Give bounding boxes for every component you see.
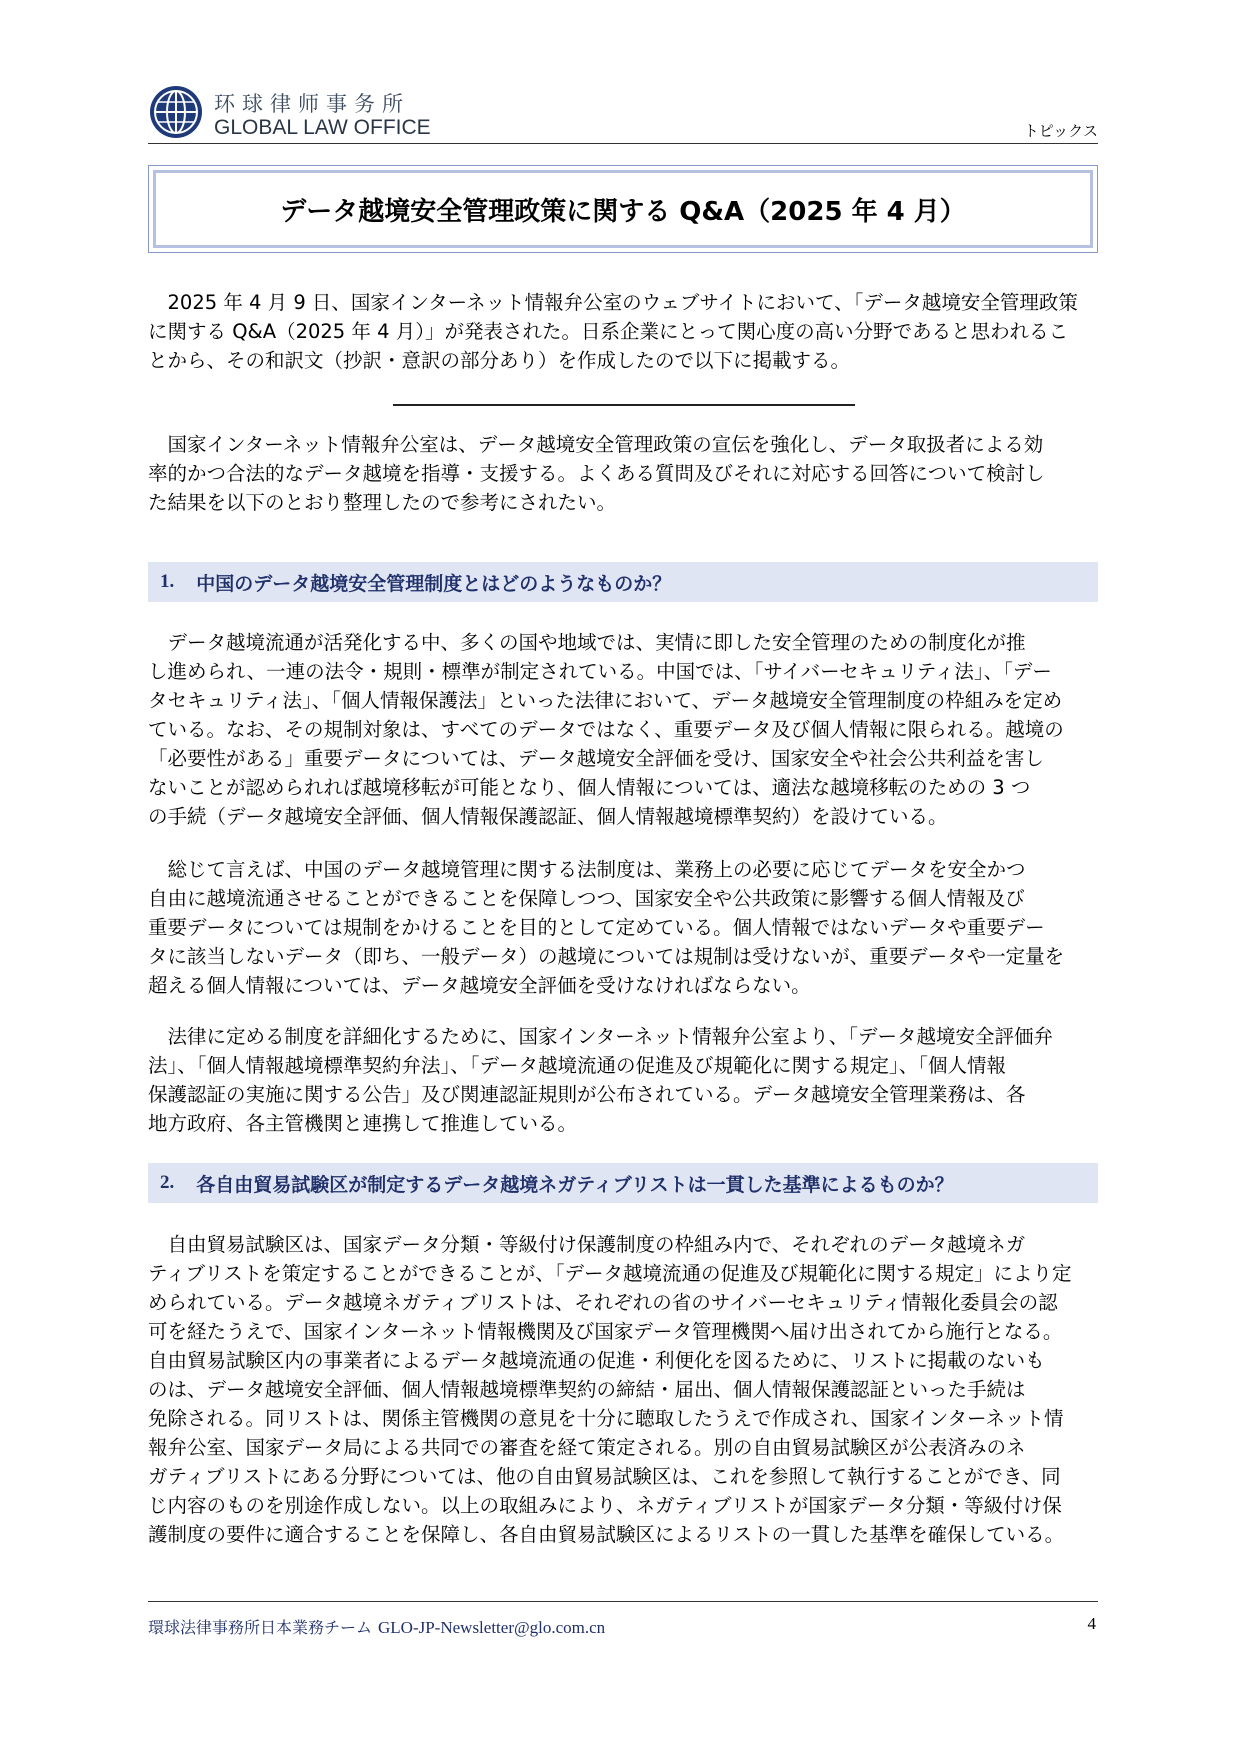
text-line: 重要データについては規制をかけることを目的として定めている。個人情報ではないデータや重要デー xyxy=(148,916,1045,939)
text-line: 「必要性がある」重要データについては、データ越境安全評価を受け、国家安全や社会公共利益を害し xyxy=(148,747,1044,770)
text-line: ティブリストを策定することができることが、「データ越境流通の促進及び規範化に関する規定」により定 xyxy=(148,1262,1072,1285)
answer-1-paragraph-2 xyxy=(148,855,1098,1000)
text-line: 法律に定める制度を詳細化するために、国家インターネット情報弁公室より、「データ越境安全評価弁 xyxy=(148,1025,1053,1048)
text-line: 総じて言えば、中国のデータ越境管理に関する法制度は、業務上の必要に応じてデータを安全かつ xyxy=(148,858,1026,881)
text-line: タに該当しないデータ（即ち、一般データ）の越境については規制は受けないが、重要データや一定量を xyxy=(148,945,1065,968)
text-line: タセキュリティ法」、「個人情報保護法」といった法律において、データ越境安全管理制度の枠組みを定め xyxy=(148,689,1063,712)
text-line: 率的かつ合法的なデータ越境を指導・支援する。よくある質問及びそれに対応する回答について検討し xyxy=(148,462,1045,485)
text-line: 超える個人情報については、データ越境安全評価を受けなければならない。 xyxy=(148,974,811,997)
question-heading-1 xyxy=(148,562,1098,602)
answer-2-paragraph-1 xyxy=(148,1230,1098,1549)
text-line: 地方政府、各主管機関と連携して推進している。 xyxy=(148,1112,578,1135)
text-line: じ内容のものを別途作成しない。以上の取組みにより、ネガティブリストが国家データ分類・等級付け保 xyxy=(148,1494,1062,1517)
page-number: 4 xyxy=(1087,1614,1096,1633)
footer-email[interactable]: GLO-JP-Newsletter@glo.com.cn xyxy=(378,1618,606,1637)
preface-paragraph xyxy=(148,430,1098,517)
text-line: 2025 年 4 月 9 日、国家インターネット情報弁公室のウェブサイトにおいて、「データ越境安全管理政策 xyxy=(148,291,1078,314)
text-line: ないことが認められれば越境移転が可能となり、個人情報については、適法な越境移転のための 3 つ xyxy=(148,776,1031,799)
footer-contact xyxy=(148,1615,605,1638)
text-line: データ越境流通が活発化する中、多くの国や地域では、実情に即した安全管理のための制度化が推 xyxy=(148,631,1026,654)
text-line: とから、その和訳文（抄訳・意訳の部分あり）を作成したので以下に掲載する。 xyxy=(148,349,851,372)
question-heading-2 xyxy=(148,1163,1098,1203)
footer-team-name: 環球法律事務所日本業務チーム xyxy=(148,1618,373,1637)
firm-name-english: GLOBAL LAW OFFICE xyxy=(214,116,431,139)
intro-paragraph xyxy=(148,288,1098,375)
text-line: 自由貿易試験区は、国家データ分類・等級付け保護制度の枠組み内で、それぞれのデータ越境ネガ xyxy=(148,1233,1026,1256)
text-line: 自由に越境流通させることができることを保障しつつ、国家安全や公共政策に影響する個人情報及び xyxy=(148,887,1025,910)
question-number: 1. xyxy=(160,571,175,592)
separator-dashes xyxy=(393,404,855,406)
text-line: ガティブリストにある分野については、他の自由貿易試験区は、これを参照して執行することができ、同 xyxy=(148,1465,1061,1488)
title-box xyxy=(148,165,1098,253)
page-header xyxy=(148,84,1098,144)
question-number: 2. xyxy=(160,1172,175,1193)
page-title: データ越境安全管理政策に関する Q&A（2025 年 4 月） xyxy=(280,196,966,227)
text-line: た結果を以下のとおり整理したので参考にされたい。 xyxy=(148,491,617,514)
text-line: 国家インターネット情報弁公室は、データ越境安全管理政策の宣伝を強化し、データ取扱者による効 xyxy=(148,433,1044,456)
answer-1-paragraph-1 xyxy=(148,628,1098,831)
text-line: 護制度の要件に適合することを保障し、各自由貿易試験区によるリストの一貫した基準を確保している。 xyxy=(148,1523,1065,1546)
header-divider xyxy=(148,143,1098,144)
text-line: 可を経たうえで、国家インターネット情報機関及び国家データ管理機関へ届け出されてから施行となる。 xyxy=(148,1320,1063,1343)
question-text: 各自由貿易試験区が制定するデータ越境ネガティブリストは一貫した基準によるものか？ xyxy=(196,1173,954,1196)
footer-divider xyxy=(148,1601,1098,1602)
question-text: 中国のデータ越境安全管理制度とはどのようなものか？ xyxy=(196,572,672,595)
text-line: の手続（データ越境安全評価、個人情報保護認証、個人情報越境標準契約）を設けている。 xyxy=(148,805,948,828)
text-line: 報弁公室、国家データ局による共同での審査を経て策定される。別の自由貿易試験区が公表済みのネ xyxy=(148,1436,1026,1459)
section-label: トピックス xyxy=(1023,122,1098,140)
answer-1-paragraph-3 xyxy=(148,1022,1098,1138)
text-line: ている。なお、その規制対象は、すべてのデータではなく、重要データ及び個人情報に限られる。越境の xyxy=(148,718,1064,741)
text-line: 法」、「個人情報越境標準契約弁法」、「データ越境流通の促進及び規範化に関する規定」、「個人情報 xyxy=(148,1054,1007,1077)
text-line: のは、データ越境安全評価、個人情報越境標準契約の締結・届出、個人情報保護認証といった手続は xyxy=(148,1378,1026,1401)
firm-name-chinese: 环球律师事务所 xyxy=(214,92,410,116)
globe-logo-icon xyxy=(148,84,204,140)
text-line: められている。データ越境ネガティブリストは、それぞれの省のサイバーセキュリティ情報化委員会の認 xyxy=(148,1291,1058,1314)
text-line: 保護認証の実施に関する公告」及び関連認証規則が公布されている。データ越境安全管理業務は、各 xyxy=(148,1083,1026,1106)
text-line: 免除される。同リストは、関係主管機関の意見を十分に聴取したうえで作成され、国家インターネット情 xyxy=(148,1407,1064,1430)
text-line: 自由貿易試験区内の事業者によるデータ越境流通の促進・利便化を図るために、リストに掲載のないも xyxy=(148,1349,1045,1372)
text-line: に関する Q&A（2025 年 4 月）」が発表された。日系企業にとって関心度の高い分野であると思われるこ xyxy=(148,320,1069,343)
text-line: し進められ、一連の法令・規則・標準が制定されている。中国では、「サイバーセキュリティ法」、「デー xyxy=(148,660,1052,683)
